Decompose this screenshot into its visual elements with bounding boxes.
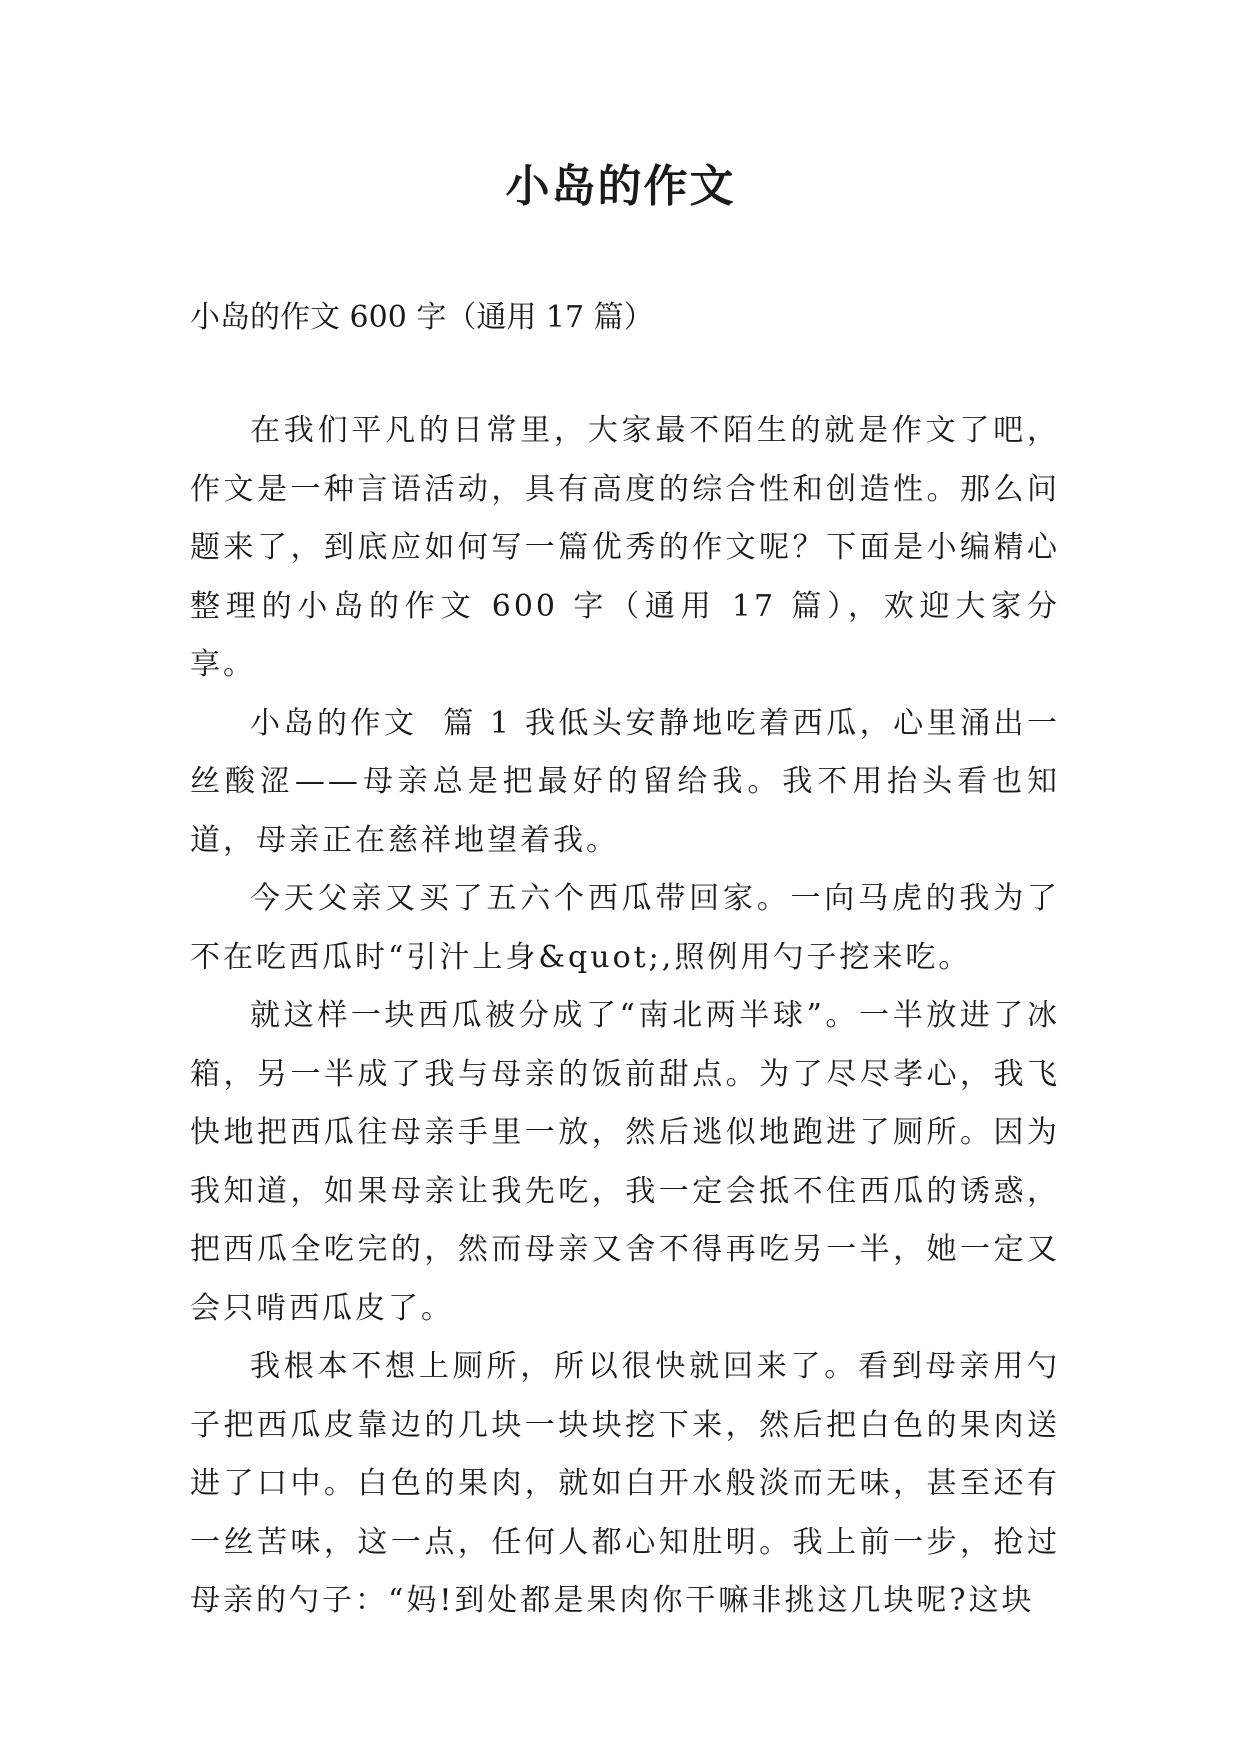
document-title: 小岛的作文	[505, 161, 736, 212]
document-body	[190, 402, 1060, 1631]
intro-paragraph: 在我们平凡的日常里，大家最不陌生的就是作文了吧，作文是一种言语活动，具有高度的综合性和创造性。那么问题来了，到底应如何写一篇优秀的作文呢？下面是小编精心整理的小岛的作文 600 字（通用 17 篇），欢迎大家分享。	[190, 413, 1060, 682]
paragraph-text: 我低头安静地吃着西瓜，心里涌出一丝酸涩——母亲总是把最好的留给我。我不用抬头看也知道，母亲正在慈祥地望着我。	[190, 705, 1061, 858]
paragraph-3: 就这样一块西瓜被分成了“南北两半球”。一半放进了冰箱，另一半成了我与母亲的饭前甜点。为了尽尽孝心，我飞快地把西瓜往母亲手里一放，然后逃似地跑进了厕所。因为我知道，如果母亲让我先吃，我一定会抵不住西瓜的诱惑，把西瓜全吃完的，然而母亲又舍不得再吃另一半，她一定又会只啃西瓜皮了。	[190, 998, 1060, 1326]
section-paragraph-1	[190, 695, 1060, 871]
section-heading: 小岛的作文 篇 1	[250, 705, 512, 741]
paragraph-4: 我根本不想上厕所，所以很快就回来了。看到母亲用勺子把西瓜皮靠边的几块一块块挖下来，然后把白色的果肉送进了口中。白色的果肉，就如白开水般淡而无味，甚至还有一丝苦味，这一点，任何人都心知肚明。我上前一步，抢过母亲的勺子：“妈!到处都是果肉你干嘛非挑这几块呢?这块	[190, 1349, 1060, 1618]
paragraph-2: 今天父亲又买了五六个西瓜带回家。一向马虎的我为了不在吃西瓜时“引汁上身&quot;,照例用勺子挖来吃。	[190, 881, 1060, 975]
document-subtitle: 小岛的作文 600 字（通用 17 篇）	[190, 300, 654, 335]
